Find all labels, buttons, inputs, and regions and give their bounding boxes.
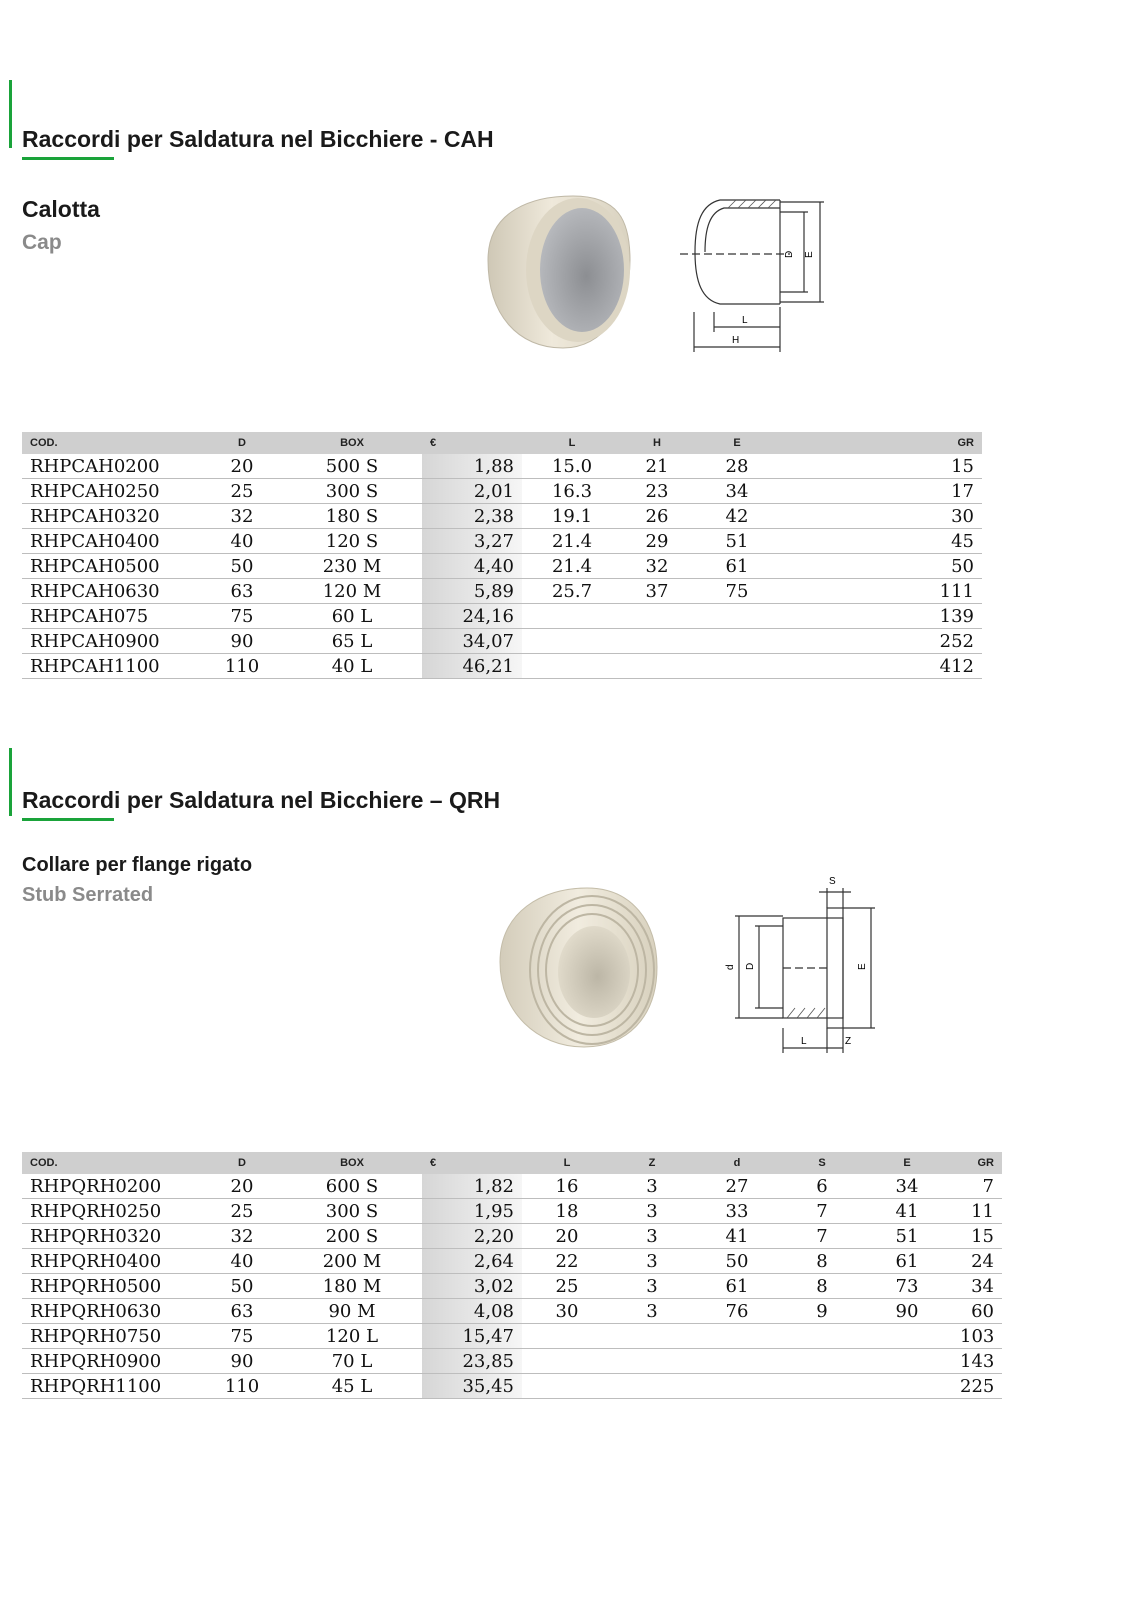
col-header-cod: COD. — [22, 1152, 202, 1174]
dim-label-d: D — [745, 962, 756, 970]
cell-s: 8 — [782, 1274, 862, 1299]
cell-small-d — [692, 1374, 782, 1399]
table-row — [22, 654, 982, 679]
cell-small-d: 61 — [692, 1274, 782, 1299]
cell-cod: RHPQRH0200 — [22, 1174, 202, 1199]
cell-z: 3 — [612, 1224, 692, 1249]
dim-label-dd: d — [725, 964, 736, 970]
cell-box: 200 S — [282, 1224, 422, 1249]
table-row — [22, 554, 982, 579]
section-accent-bar — [9, 80, 12, 148]
cell-small-d: 27 — [692, 1174, 782, 1199]
col-header-price: € — [422, 432, 522, 454]
cell-cod: RHPCAH075 — [22, 604, 202, 629]
table-row — [22, 629, 982, 654]
cell-cod: RHPQRH0630 — [22, 1299, 202, 1324]
cell-gr: 139 — [782, 604, 982, 629]
table-header-row — [22, 432, 982, 454]
cell-d: 90 — [202, 1349, 282, 1374]
cell-z: 3 — [612, 1249, 692, 1274]
cell-price: 2,38 — [422, 504, 522, 529]
cell-gr: 15 — [782, 454, 982, 479]
cell-d: 63 — [202, 579, 282, 604]
cell-cod: RHPQRH0250 — [22, 1199, 202, 1224]
cell-l — [522, 1374, 612, 1399]
cell-e: 51 — [692, 529, 782, 554]
cell-box: 65 L — [282, 629, 422, 654]
cell-s — [782, 1374, 862, 1399]
cell-l — [522, 1349, 612, 1374]
cell-cod: RHPQRH1100 — [22, 1374, 202, 1399]
cell-e: 41 — [862, 1199, 952, 1224]
table-row — [22, 529, 982, 554]
stub-spec-table — [22, 1152, 1002, 1399]
dim-label-l: L — [742, 315, 748, 326]
table-row — [22, 1224, 1002, 1249]
cell-s — [782, 1349, 862, 1374]
cell-price: 3,02 — [422, 1274, 522, 1299]
dim-label-e: E — [857, 963, 868, 970]
cell-l: 16 — [522, 1174, 612, 1199]
cell-d: 20 — [202, 1174, 282, 1199]
cell-gr: 45 — [782, 529, 982, 554]
cell-s — [782, 1324, 862, 1349]
cell-h: 23 — [622, 479, 692, 504]
col-header-e: E — [862, 1152, 952, 1174]
table-row — [22, 1299, 1002, 1324]
cell-price: 2,01 — [422, 479, 522, 504]
title-underline — [22, 157, 114, 160]
cell-l: 20 — [522, 1224, 612, 1249]
cell-d: 25 — [202, 1199, 282, 1224]
cap-product-photo — [478, 190, 638, 355]
cell-z — [612, 1374, 692, 1399]
cell-cod: RHPCAH0630 — [22, 579, 202, 604]
dim-label-d: D — [784, 250, 795, 258]
cell-cod: RHPCAH0320 — [22, 504, 202, 529]
cell-price: 3,27 — [422, 529, 522, 554]
cell-d: 32 — [202, 504, 282, 529]
cap-technical-drawing — [680, 192, 830, 357]
cell-h — [622, 629, 692, 654]
col-header-e: E — [692, 432, 782, 454]
cell-gr: 24 — [952, 1249, 1002, 1274]
product-name-it: Calotta — [22, 196, 100, 222]
cell-gr: 252 — [782, 629, 982, 654]
cell-h: 37 — [622, 579, 692, 604]
cell-l: 19.1 — [522, 504, 622, 529]
cell-l: 25.7 — [522, 579, 622, 604]
stub-technical-drawing — [715, 868, 885, 1058]
dim-label-s: S — [829, 876, 836, 887]
cell-h: 21 — [622, 454, 692, 479]
cell-l: 15.0 — [522, 454, 622, 479]
cell-d: 63 — [202, 1299, 282, 1324]
cell-l — [522, 654, 622, 679]
col-header-s: S — [782, 1152, 862, 1174]
cell-gr: 30 — [782, 504, 982, 529]
stub-product-photo — [492, 882, 662, 1052]
table-row — [22, 1174, 1002, 1199]
cell-e — [862, 1374, 952, 1399]
cell-l: 21.4 — [522, 554, 622, 579]
cell-box: 120 S — [282, 529, 422, 554]
cell-z: 3 — [612, 1299, 692, 1324]
product-name-en: Stub Serrated — [22, 884, 154, 906]
cell-price: 34,07 — [422, 629, 522, 654]
cell-cod: RHPQRH0320 — [22, 1224, 202, 1249]
cell-price: 2,64 — [422, 1249, 522, 1274]
cell-e: 42 — [692, 504, 782, 529]
cell-box: 600 S — [282, 1174, 422, 1199]
cell-l: 30 — [522, 1299, 612, 1324]
section-title: Raccordi per Saldatura nel Bicchiere - CAH — [22, 126, 494, 152]
cell-box: 120 L — [282, 1324, 422, 1349]
cell-cod: RHPCAH1100 — [22, 654, 202, 679]
cell-small-d — [692, 1349, 782, 1374]
cell-h: 29 — [622, 529, 692, 554]
table-header-row — [22, 1152, 1002, 1174]
cell-box: 40 L — [282, 654, 422, 679]
cell-h — [622, 604, 692, 629]
cell-price: 23,85 — [422, 1349, 522, 1374]
cell-gr: 15 — [952, 1224, 1002, 1249]
cell-cod: RHPCAH0400 — [22, 529, 202, 554]
col-header-small-d: d — [692, 1152, 782, 1174]
cell-box: 180 M — [282, 1274, 422, 1299]
cell-small-d: 50 — [692, 1249, 782, 1274]
cell-box: 300 S — [282, 479, 422, 504]
cell-z — [612, 1349, 692, 1374]
table-row — [22, 504, 982, 529]
cell-s: 9 — [782, 1299, 862, 1324]
cell-s: 6 — [782, 1174, 862, 1199]
cell-cod: RHPCAH0250 — [22, 479, 202, 504]
cell-small-d: 76 — [692, 1299, 782, 1324]
cell-small-d: 33 — [692, 1199, 782, 1224]
cell-z: 3 — [612, 1199, 692, 1224]
cell-box: 300 S — [282, 1199, 422, 1224]
table-row — [22, 1199, 1002, 1224]
cell-h: 32 — [622, 554, 692, 579]
cell-box: 45 L — [282, 1374, 422, 1399]
cell-e: 61 — [862, 1249, 952, 1274]
cell-d: 40 — [202, 1249, 282, 1274]
dim-label-h: H — [732, 335, 740, 346]
cell-l: 21.4 — [522, 529, 622, 554]
cell-e: 90 — [862, 1299, 952, 1324]
cell-l — [522, 604, 622, 629]
cell-s: 7 — [782, 1224, 862, 1249]
cell-cod: RHPQRH0750 — [22, 1324, 202, 1349]
table-row — [22, 1324, 1002, 1349]
cell-price: 1,82 — [422, 1174, 522, 1199]
cell-cod: RHPCAH0900 — [22, 629, 202, 654]
cell-price: 1,88 — [422, 454, 522, 479]
cell-d: 110 — [202, 1374, 282, 1399]
col-header-box: BOX — [282, 1152, 422, 1174]
table-row — [22, 604, 982, 629]
cell-d: 110 — [202, 654, 282, 679]
cell-price: 24,16 — [422, 604, 522, 629]
cell-gr: 103 — [952, 1324, 1002, 1349]
table-row — [22, 1249, 1002, 1274]
cell-gr: 17 — [782, 479, 982, 504]
cell-d: 75 — [202, 604, 282, 629]
title-underline — [22, 818, 114, 821]
cell-gr: 11 — [952, 1199, 1002, 1224]
table-row — [22, 579, 982, 604]
table-row — [22, 1274, 1002, 1299]
cell-price: 1,95 — [422, 1199, 522, 1224]
table-row — [22, 1374, 1002, 1399]
cell-cod: RHPCAH0200 — [22, 454, 202, 479]
cell-e: 28 — [692, 454, 782, 479]
cell-l: 18 — [522, 1199, 612, 1224]
cell-small-d — [692, 1324, 782, 1349]
cell-gr: 412 — [782, 654, 982, 679]
cell-z: 3 — [612, 1274, 692, 1299]
cell-z — [612, 1324, 692, 1349]
cell-box: 230 M — [282, 554, 422, 579]
cap-spec-table — [22, 432, 982, 679]
cell-d: 32 — [202, 1224, 282, 1249]
cell-h: 26 — [622, 504, 692, 529]
table-row — [22, 1349, 1002, 1374]
col-header-z: Z — [612, 1152, 692, 1174]
cell-e: 75 — [692, 579, 782, 604]
cell-d: 50 — [202, 1274, 282, 1299]
product-name-en: Cap — [22, 231, 62, 254]
cell-l — [522, 629, 622, 654]
cell-gr: 7 — [952, 1174, 1002, 1199]
cell-s: 7 — [782, 1199, 862, 1224]
cell-cod: RHPCAH0500 — [22, 554, 202, 579]
cell-gr: 34 — [952, 1274, 1002, 1299]
cell-price: 2,20 — [422, 1224, 522, 1249]
dim-label-z: Z — [845, 1036, 852, 1047]
cell-gr: 225 — [952, 1374, 1002, 1399]
cell-price: 4,40 — [422, 554, 522, 579]
cell-price: 4,08 — [422, 1299, 522, 1324]
col-header-d: D — [202, 1152, 282, 1174]
cell-s: 8 — [782, 1249, 862, 1274]
col-header-gr: GR — [952, 1152, 1002, 1174]
cell-box: 120 M — [282, 579, 422, 604]
cell-small-d: 41 — [692, 1224, 782, 1249]
cell-cod: RHPQRH0400 — [22, 1249, 202, 1274]
cell-e: 34 — [862, 1174, 952, 1199]
cell-box: 500 S — [282, 454, 422, 479]
cell-box: 90 M — [282, 1299, 422, 1324]
col-header-l: L — [522, 432, 622, 454]
section-title: Raccordi per Saldatura nel Bicchiere – QRH — [22, 787, 501, 813]
cell-price: 46,21 — [422, 654, 522, 679]
cell-gr: 60 — [952, 1299, 1002, 1324]
col-header-gr: GR — [782, 432, 982, 454]
cell-e — [692, 604, 782, 629]
cell-e: 73 — [862, 1274, 952, 1299]
product-name-it: Collare per flange rigato — [22, 854, 253, 876]
cell-price: 35,45 — [422, 1374, 522, 1399]
cell-price: 15,47 — [422, 1324, 522, 1349]
cell-e: 34 — [692, 479, 782, 504]
cell-d: 90 — [202, 629, 282, 654]
cell-e — [862, 1324, 952, 1349]
dim-label-e: E — [804, 251, 815, 258]
cell-e — [862, 1349, 952, 1374]
col-header-l: L — [522, 1152, 612, 1174]
cell-d: 40 — [202, 529, 282, 554]
col-header-cod: COD. — [22, 432, 202, 454]
table-row — [22, 454, 982, 479]
cell-d: 25 — [202, 479, 282, 504]
cell-box: 70 L — [282, 1349, 422, 1374]
col-header-price: € — [422, 1152, 522, 1174]
cell-h — [622, 654, 692, 679]
cell-box: 180 S — [282, 504, 422, 529]
col-header-d: D — [202, 432, 282, 454]
cell-cod: RHPQRH0500 — [22, 1274, 202, 1299]
cell-e — [692, 654, 782, 679]
table-row — [22, 479, 982, 504]
cell-l: 22 — [522, 1249, 612, 1274]
cell-d: 50 — [202, 554, 282, 579]
cell-e: 61 — [692, 554, 782, 579]
cell-d: 75 — [202, 1324, 282, 1349]
cell-l: 16.3 — [522, 479, 622, 504]
cell-box: 60 L — [282, 604, 422, 629]
cell-z: 3 — [612, 1174, 692, 1199]
col-header-box: BOX — [282, 432, 422, 454]
cell-e: 51 — [862, 1224, 952, 1249]
col-header-h: H — [622, 432, 692, 454]
cell-cod: RHPQRH0900 — [22, 1349, 202, 1374]
cell-price: 5,89 — [422, 579, 522, 604]
section-accent-bar — [9, 748, 12, 816]
cell-gr: 111 — [782, 579, 982, 604]
cell-gr: 143 — [952, 1349, 1002, 1374]
dim-label-l: L — [801, 1036, 807, 1047]
cell-e — [692, 629, 782, 654]
cell-l: 25 — [522, 1274, 612, 1299]
cell-l — [522, 1324, 612, 1349]
cell-box: 200 M — [282, 1249, 422, 1274]
cell-gr: 50 — [782, 554, 982, 579]
cell-d: 20 — [202, 454, 282, 479]
